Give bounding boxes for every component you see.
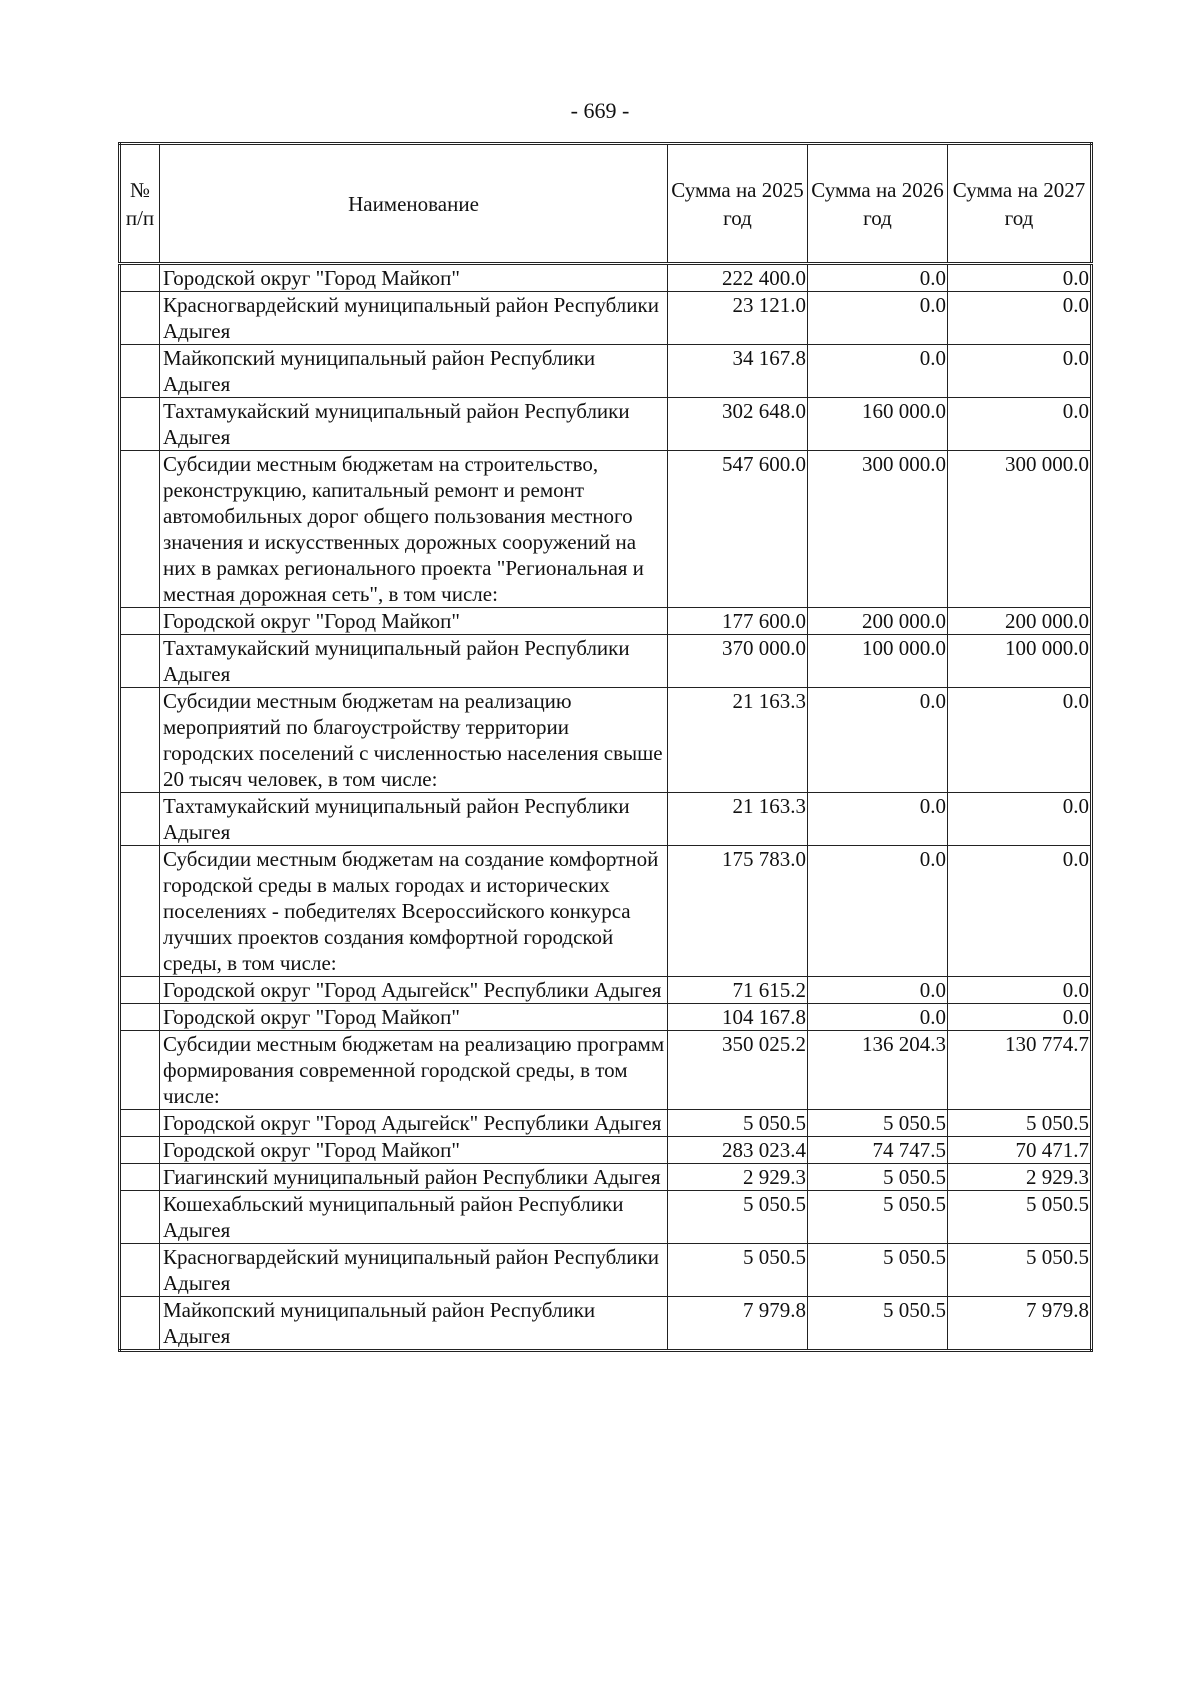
cell-number [120, 688, 160, 793]
cell-sum-2027: 5 050.5 [948, 1244, 1092, 1297]
cell-sum-2026: 5 050.5 [808, 1191, 948, 1244]
cell-sum-2027: 0.0 [948, 688, 1092, 793]
cell-sum-2025: 283 023.4 [668, 1137, 808, 1164]
cell-name: Городской округ "Город Адыгейск" Республики Адыгея [160, 1110, 668, 1137]
cell-sum-2026: 100 000.0 [808, 635, 948, 688]
header-sum-2025: Сумма на 2025 год [668, 144, 808, 264]
cell-sum-2025: 175 783.0 [668, 846, 808, 977]
cell-sum-2027: 7 979.8 [948, 1297, 1092, 1351]
cell-sum-2025: 222 400.0 [668, 264, 808, 292]
cell-sum-2026: 0.0 [808, 264, 948, 292]
cell-name: Городской округ "Город Майкоп" [160, 1004, 668, 1031]
table-row [120, 264, 1092, 292]
cell-sum-2026: 0.0 [808, 846, 948, 977]
cell-number [120, 1004, 160, 1031]
cell-name: Субсидии местным бюджетам на строительство, реконструкцию, капитальный ремонт и ремонт автомобильных дорог общего пользования местного значения и искусственных дорожных сооружений на них в рамках регионального проекта "Региональная и местная дорожная сеть", в том числе: [160, 451, 668, 608]
table-row [120, 1031, 1092, 1110]
cell-sum-2025: 370 000.0 [668, 635, 808, 688]
cell-number [120, 846, 160, 977]
table-row [120, 451, 1092, 608]
cell-name: Тахтамукайский муниципальный район Республики Адыгея [160, 793, 668, 846]
cell-number [120, 1164, 160, 1191]
header-number: № п/п [120, 144, 160, 264]
cell-sum-2027: 0.0 [948, 398, 1092, 451]
table-row [120, 1110, 1092, 1137]
cell-sum-2026: 300 000.0 [808, 451, 948, 608]
cell-sum-2025: 7 979.8 [668, 1297, 808, 1351]
cell-sum-2025: 34 167.8 [668, 345, 808, 398]
cell-name: Гиагинский муниципальный район Республики Адыгея [160, 1164, 668, 1191]
cell-sum-2026: 160 000.0 [808, 398, 948, 451]
cell-sum-2026: 5 050.5 [808, 1297, 948, 1351]
cell-sum-2025: 302 648.0 [668, 398, 808, 451]
budget-table [118, 142, 1093, 1352]
table-row [120, 608, 1092, 635]
table-row [120, 1191, 1092, 1244]
cell-sum-2027: 100 000.0 [948, 635, 1092, 688]
header-sum-2026: Сумма на 2026 год [808, 144, 948, 264]
cell-sum-2027: 0.0 [948, 264, 1092, 292]
header-row [120, 144, 1092, 264]
cell-sum-2027: 5 050.5 [948, 1191, 1092, 1244]
cell-number [120, 1031, 160, 1110]
cell-sum-2025: 177 600.0 [668, 608, 808, 635]
cell-sum-2026: 74 747.5 [808, 1137, 948, 1164]
cell-sum-2026: 0.0 [808, 977, 948, 1004]
cell-name: Тахтамукайский муниципальный район Республики Адыгея [160, 635, 668, 688]
cell-sum-2027: 130 774.7 [948, 1031, 1092, 1110]
cell-name: Субсидии местным бюджетам на реализацию программ формирования современной городской среды, в том числе: [160, 1031, 668, 1110]
cell-name: Субсидии местным бюджетам на реализацию мероприятий по благоустройству территории городских поселений с численностью населения свыше 20 тысяч человек, в том числе: [160, 688, 668, 793]
cell-name: Майкопский муниципальный район Республики Адыгея [160, 345, 668, 398]
cell-number [120, 1191, 160, 1244]
cell-name: Субсидии местным бюджетам на создание комфортной городской среды в малых городах и исторических поселениях - победителях Всероссийского конкурса лучших проектов создания комфортной городской среды, в том числе: [160, 846, 668, 977]
cell-sum-2026: 0.0 [808, 688, 948, 793]
cell-number [120, 264, 160, 292]
cell-sum-2025: 71 615.2 [668, 977, 808, 1004]
cell-number [120, 292, 160, 345]
table-row [120, 1004, 1092, 1031]
cell-number [120, 1244, 160, 1297]
cell-sum-2025: 21 163.3 [668, 793, 808, 846]
cell-sum-2027: 300 000.0 [948, 451, 1092, 608]
cell-sum-2027: 200 000.0 [948, 608, 1092, 635]
cell-number [120, 345, 160, 398]
cell-name: Городской округ "Город Майкоп" [160, 608, 668, 635]
table-row [120, 688, 1092, 793]
cell-number [120, 635, 160, 688]
table-row [120, 793, 1092, 846]
cell-name: Городской округ "Город Майкоп" [160, 264, 668, 292]
cell-sum-2026: 0.0 [808, 793, 948, 846]
cell-sum-2025: 23 121.0 [668, 292, 808, 345]
cell-sum-2025: 5 050.5 [668, 1244, 808, 1297]
cell-sum-2026: 0.0 [808, 292, 948, 345]
table-row [120, 1244, 1092, 1297]
table-row [120, 292, 1092, 345]
cell-number [120, 1110, 160, 1137]
cell-number [120, 608, 160, 635]
table-row [120, 635, 1092, 688]
cell-name: Тахтамукайский муниципальный район Республики Адыгея [160, 398, 668, 451]
cell-name: Городской округ "Город Адыгейск" Республики Адыгея [160, 977, 668, 1004]
cell-sum-2025: 21 163.3 [668, 688, 808, 793]
table-row [120, 345, 1092, 398]
cell-sum-2027: 0.0 [948, 345, 1092, 398]
cell-sum-2026: 5 050.5 [808, 1244, 948, 1297]
table-row [120, 846, 1092, 977]
cell-number [120, 1137, 160, 1164]
cell-sum-2025: 2 929.3 [668, 1164, 808, 1191]
cell-sum-2026: 0.0 [808, 1004, 948, 1031]
cell-sum-2027: 0.0 [948, 292, 1092, 345]
table-row [120, 1164, 1092, 1191]
cell-sum-2026: 136 204.3 [808, 1031, 948, 1110]
cell-sum-2026: 5 050.5 [808, 1164, 948, 1191]
cell-sum-2025: 5 050.5 [668, 1110, 808, 1137]
cell-name: Красногвардейский муниципальный район Республики Адыгея [160, 1244, 668, 1297]
cell-name: Кошехабльский муниципальный район Республики Адыгея [160, 1191, 668, 1244]
cell-number [120, 451, 160, 608]
cell-name: Красногвардейский муниципальный район Республики Адыгея [160, 292, 668, 345]
cell-sum-2025: 350 025.2 [668, 1031, 808, 1110]
page-number: - 669 - [570, 98, 630, 123]
cell-number [120, 398, 160, 451]
table-body [120, 264, 1092, 1351]
cell-name: Майкопский муниципальный район Республики Адыгея [160, 1297, 668, 1351]
cell-sum-2027: 2 929.3 [948, 1164, 1092, 1191]
table-row [120, 1297, 1092, 1351]
cell-number [120, 793, 160, 846]
cell-sum-2027: 0.0 [948, 1004, 1092, 1031]
table-row [120, 398, 1092, 451]
cell-sum-2027: 5 050.5 [948, 1110, 1092, 1137]
cell-sum-2027: 0.0 [948, 846, 1092, 977]
cell-sum-2025: 104 167.8 [668, 1004, 808, 1031]
header-name: Наименование [160, 144, 668, 264]
cell-sum-2027: 70 471.7 [948, 1137, 1092, 1164]
cell-sum-2025: 5 050.5 [668, 1191, 808, 1244]
cell-sum-2026: 0.0 [808, 345, 948, 398]
cell-sum-2027: 0.0 [948, 793, 1092, 846]
cell-sum-2027: 0.0 [948, 977, 1092, 1004]
cell-sum-2026: 200 000.0 [808, 608, 948, 635]
cell-sum-2026: 5 050.5 [808, 1110, 948, 1137]
table-row [120, 977, 1092, 1004]
cell-sum-2025: 547 600.0 [668, 451, 808, 608]
header-sum-2027: Сумма на 2027 год [948, 144, 1092, 264]
cell-number [120, 977, 160, 1004]
cell-name: Городской округ "Город Майкоп" [160, 1137, 668, 1164]
table-row [120, 1137, 1092, 1164]
table-header [120, 144, 1092, 264]
cell-number [120, 1297, 160, 1351]
